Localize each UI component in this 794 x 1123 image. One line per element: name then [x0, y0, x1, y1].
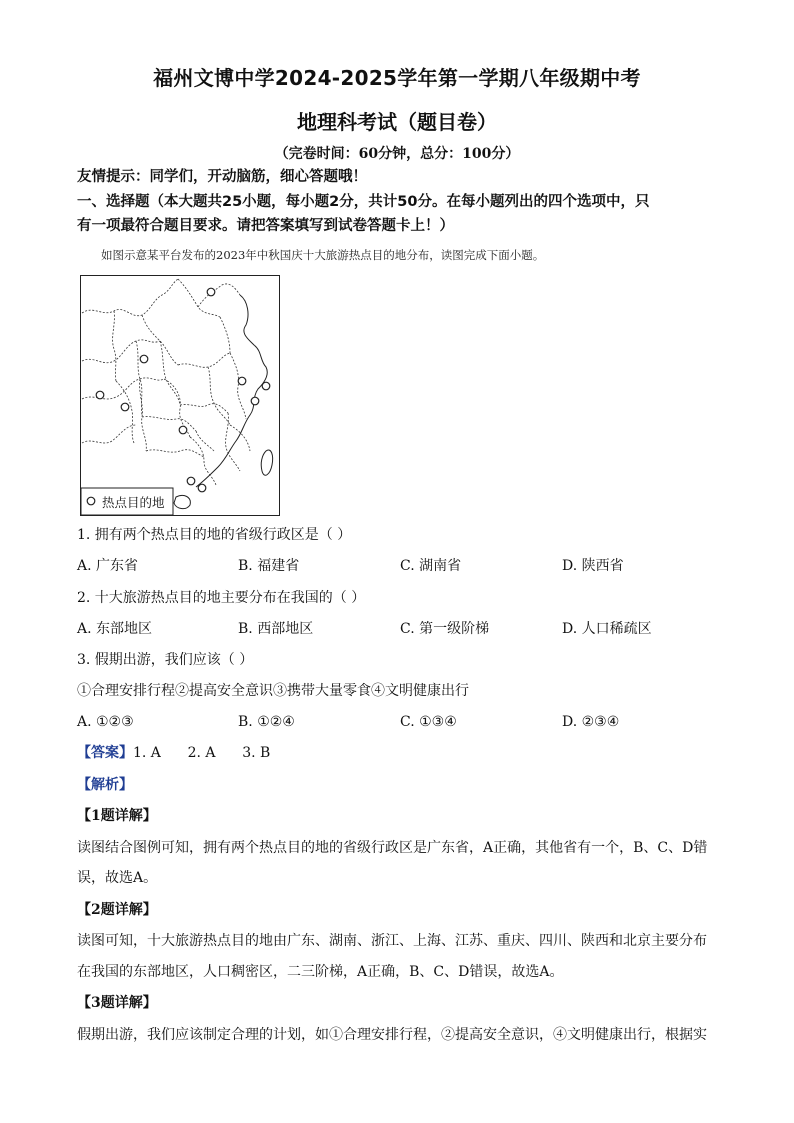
- q2-analysis-label: 【2题详解】: [77, 902, 157, 918]
- friendly-tip: 友情提示：同学们，开动脑筋，细心答题哦！: [77, 169, 367, 185]
- q1-option-b: B. 福建省: [238, 558, 300, 574]
- q2-option-a: A. 东部地区: [77, 621, 153, 637]
- exam-time-info: （完卷时间：60分钟，总分：100分）: [274, 146, 520, 162]
- q2-option-c: C. 第一级阶梯: [400, 621, 490, 637]
- material-description: 如图示意某平台发布的2023年中秋国庆十大旅游热点目的地分布，读图完成下面小题。: [101, 248, 545, 262]
- q3-analysis-label: 【3题详解】: [77, 995, 157, 1011]
- question-1-stem: 1. 拥有两个热点目的地的省级行政区是（ ）: [77, 527, 352, 543]
- answer-values: 1. A 2. A 3. B: [133, 745, 271, 761]
- q3-option-b: B. ①②④: [238, 714, 295, 730]
- exam-subtitle: 地理科考试（题目卷）: [297, 110, 497, 134]
- question-3-stem: 3. 假期出游，我们应该（ ）: [77, 652, 254, 668]
- q2-option-d: D. 人口稀疏区: [562, 621, 652, 637]
- q1-analysis-line2: 误，故选A。: [77, 870, 158, 886]
- china-hotspot-map: [80, 275, 280, 516]
- q3-option-a: A. ①②③: [77, 714, 134, 730]
- exam-title: 福州文博中学2024-2025学年第一学期八年级期中考: [153, 66, 641, 90]
- q1-option-c: C. 湖南省: [400, 558, 462, 574]
- map-drawing: [80, 275, 280, 516]
- q1-option-a: A. 广东省: [77, 558, 139, 574]
- q3-analysis-line1: 假期出游，我们应该制定合理的计划，如①合理安排行程，②提高安全意识，④文明健康出行，根据实: [77, 1027, 707, 1043]
- q2-analysis-line2: 在我国的东部地区，人口稠密区，二三阶梯，A正确，B、C、D错误，故选A。: [77, 964, 564, 980]
- q1-option-d: D. 陕西省: [562, 558, 624, 574]
- question-3-statements: ①合理安排行程②提高安全意识③携带大量零食④文明健康出行: [77, 683, 469, 699]
- map-legend-label: 热点目的地: [102, 495, 165, 510]
- analysis-label: 【解析】: [77, 777, 133, 793]
- question-2-stem: 2. 十大旅游热点目的地主要分布在我国的（ ）: [77, 590, 366, 606]
- q3-option-d: D. ②③④: [562, 714, 620, 730]
- answer-line: [77, 743, 727, 763]
- q2-analysis-line1: 读图可知，十大旅游热点目的地由广东、湖南、浙江、上海、江苏、重庆、四川、陕西和北京主要分布: [77, 933, 707, 949]
- q2-option-b: B. 西部地区: [238, 621, 314, 637]
- answer-label: 【答案】: [77, 745, 133, 761]
- section-instructions-line2: 有一项最符合题目要求。请把答案填写到试卷答题卡上！）: [77, 218, 454, 234]
- q1-analysis-label: 【1题详解】: [77, 808, 157, 824]
- q3-option-c: C. ①③④: [400, 714, 457, 730]
- section-instructions-line1: 一、选择题（本大题共25小题，每小题2分，共计50分。在每小题列出的四个选项中，只: [77, 194, 650, 210]
- q1-analysis-line1: 读图结合图例可知，拥有两个热点目的地的省级行政区是广东省，A正确，其他省有一个，B、C、D错: [77, 840, 708, 856]
